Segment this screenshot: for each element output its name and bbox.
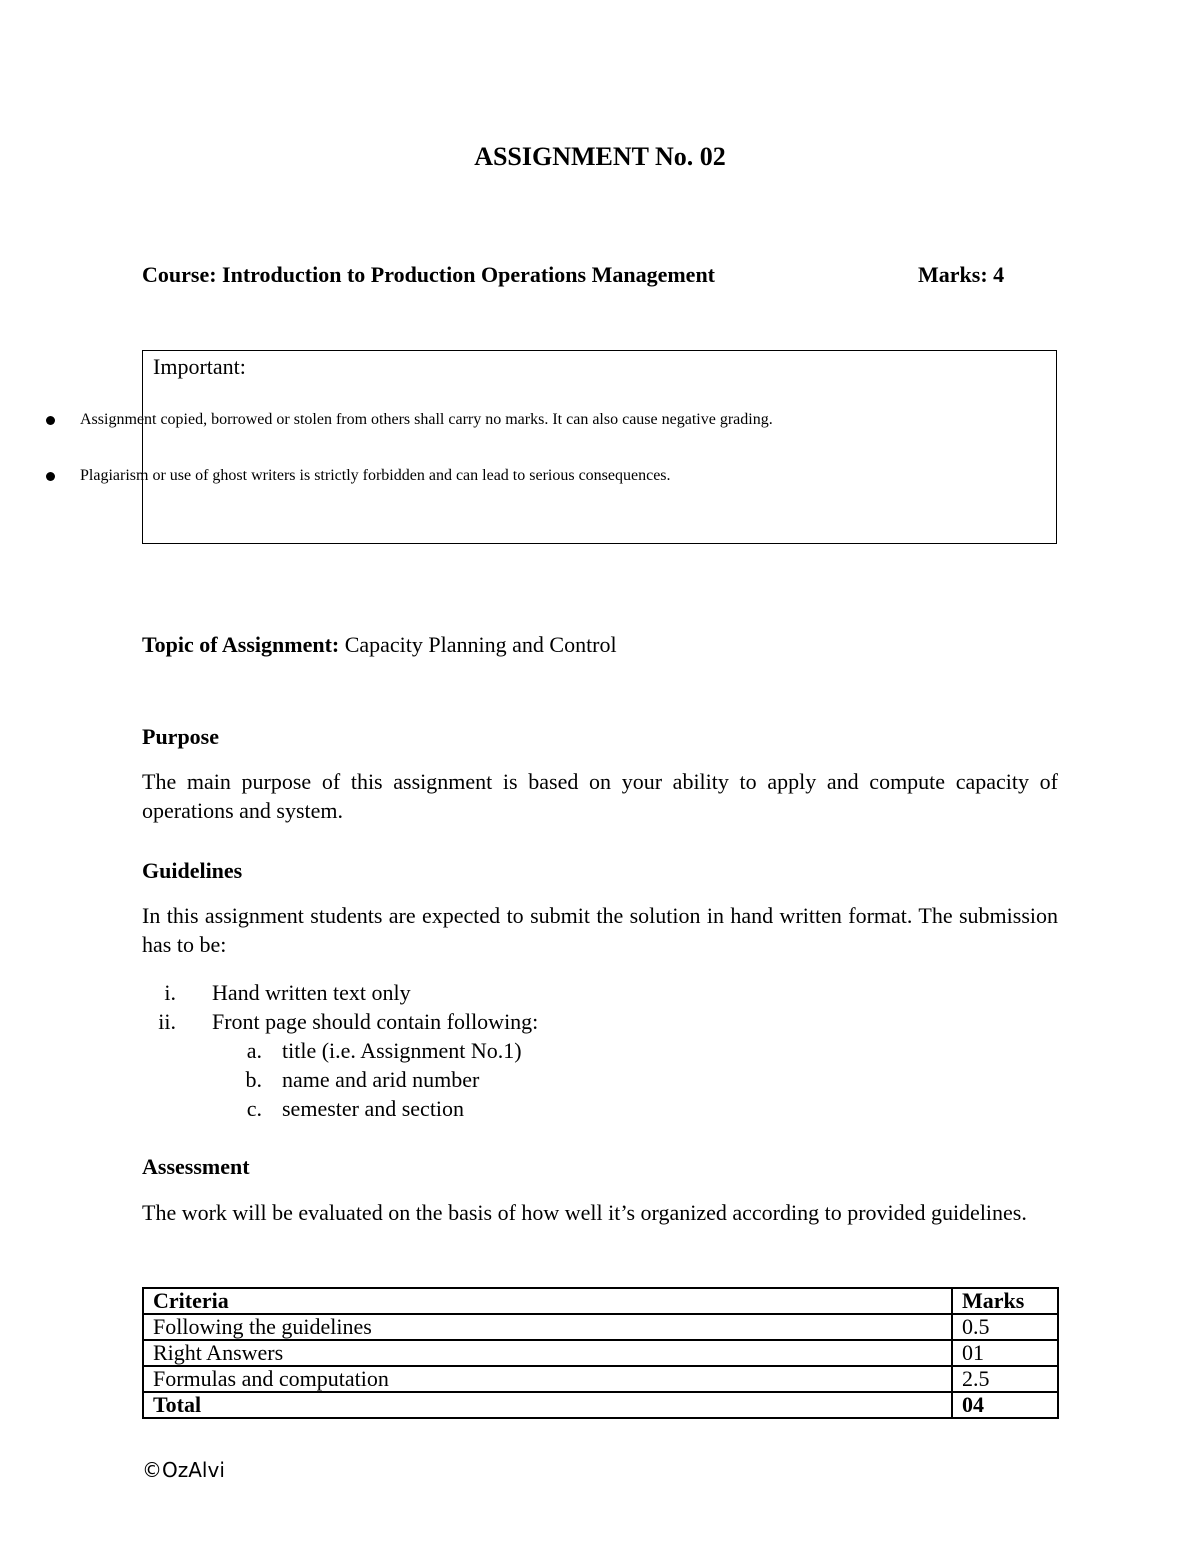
guidelines-text: In this assignment students are expected to submit the solution in hand written format. The submission has to be:	[142, 903, 1058, 957]
bullet-icon	[46, 472, 55, 481]
marks-header: Marks	[952, 1288, 1058, 1314]
assignment-topic	[142, 632, 617, 658]
list-number: i.	[164, 980, 176, 1005]
course-name: Course: Introduction to Production Operations Management	[142, 262, 716, 287]
important-label: Important:	[153, 354, 246, 379]
sublist-letter: a.	[246, 1038, 262, 1063]
important-notice-box	[142, 350, 1057, 544]
purpose-heading: Purpose	[142, 724, 219, 749]
list-number: ii.	[158, 1009, 176, 1034]
topic-label: Topic of Assignment:	[142, 632, 340, 657]
table-row	[143, 1314, 1058, 1340]
sublist-letter: b.	[245, 1067, 262, 1092]
marks-cell: 2.5	[952, 1366, 1058, 1392]
table-header-row	[143, 1288, 1058, 1314]
total-marks: Marks: 4	[918, 262, 1005, 287]
total-label-cell: Total	[143, 1392, 952, 1418]
marks-table	[142, 1287, 1059, 1419]
guidelines-heading: Guidelines	[142, 858, 243, 883]
criteria-header: Criteria	[143, 1288, 952, 1314]
list-text: Front page should contain following:	[212, 1009, 539, 1034]
purpose-text: The main purpose of this assignment is based on your ability to apply and compute capacity of operations and system.	[142, 769, 1058, 823]
total-marks-cell: 04	[952, 1392, 1058, 1418]
copyright-footer: ©OzAlvi	[142, 1458, 225, 1482]
sublist-text: name and arid number	[282, 1067, 480, 1092]
criteria-cell: Formulas and computation	[143, 1366, 952, 1392]
bullet-icon	[46, 416, 55, 425]
important-item	[38, 406, 906, 434]
criteria-cell: Following the guidelines	[143, 1314, 952, 1340]
topic-value: Capacity Planning and Control	[339, 632, 617, 657]
sublist-text: title (i.e. Assignment No.1)	[282, 1038, 522, 1063]
table-total-row	[143, 1392, 1058, 1418]
important-item-text: Plagiarism or use of ghost writers is strictly forbidden and can lead to serious consequences.	[80, 467, 671, 484]
criteria-cell: Right Answers	[143, 1340, 952, 1366]
assessment-text: The work will be evaluated on the basis of how well it’s organized according to provided guidelines.	[142, 1200, 1027, 1225]
assessment-heading: Assessment	[142, 1154, 250, 1179]
marks-cell: 01	[952, 1340, 1058, 1366]
sublist-text: semester and section	[282, 1096, 465, 1121]
table-row	[143, 1340, 1058, 1366]
assignment-title: ASSIGNMENT No. 02	[474, 142, 726, 171]
important-item-text: Assignment copied, borrowed or stolen from others shall carry no marks. It can also cause negative grading.	[80, 411, 773, 428]
list-text: Hand written text only	[212, 980, 411, 1005]
table-row	[143, 1366, 1058, 1392]
sublist-letter: c.	[246, 1096, 262, 1121]
marks-cell: 0.5	[952, 1314, 1058, 1340]
important-item	[38, 462, 906, 490]
